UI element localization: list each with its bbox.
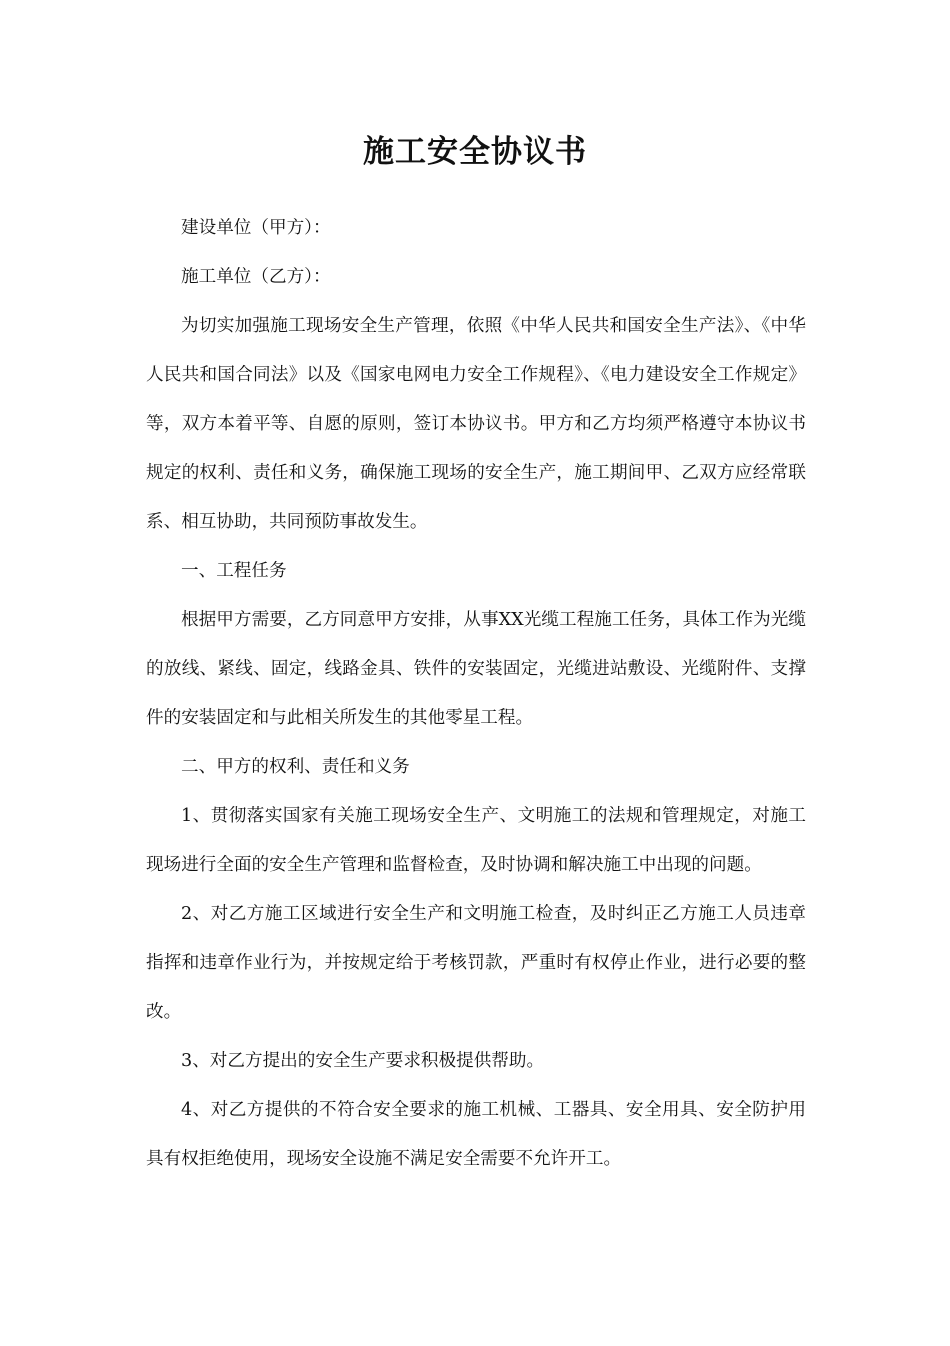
section-heading-1: 一、工程任务 bbox=[181, 561, 287, 581]
clause-4: 4、对乙方提供的不符合安全要求的施工机械、工器具、安全用具、安全防护用具有权拒绝使用，现场安全设施不满足安全需要不允许开工。 bbox=[146, 1100, 806, 1169]
clause-2: 2、对乙方施工区域进行安全生产和文明施工检查，及时纠正乙方施工人员违章指挥和违章作业行为，并按规定给于考核罚款，严重时有权停止作业，进行必要的整改。 bbox=[146, 904, 806, 1022]
section-heading-2: 二、甲方的权利、责任和义务 bbox=[181, 757, 410, 777]
section-1-paragraph: 根据甲方需要，乙方同意甲方安排，从事XX光缆工程施工任务，具体工作为光缆的放线、紧线、固定，线路金具、铁件的安装固定，光缆进站敷设、光缆附件、支撑件的安装固定和与此相关所发生的其他零星工程。 bbox=[146, 610, 806, 728]
document-body bbox=[146, 204, 806, 1184]
document-title: 施工安全协议书 bbox=[363, 134, 587, 170]
party-b-line: 施工单位（乙方）： bbox=[181, 267, 331, 287]
clause-3: 3、对乙方提出的安全生产要求积极提供帮助。 bbox=[181, 1051, 545, 1071]
intro-paragraph: 为切实加强施工现场安全生产管理，依照《中华人民共和国安全生产法》、《中华人民共和国合同法》以及《国家电网电力安全工作规程》、《电力建设安全工作规定》等，双方本着平等、自愿的原则，签订本协议书。甲方和乙方均须严格遵守本协议书规定的权利、责任和义务，确保施工现场的安全生产，施工期间甲、乙双方应经常联系、相互协助，共同预防事故发生。 bbox=[146, 316, 806, 532]
clause-1: 1、贯彻落实国家有关施工现场安全生产、文明施工的法规和管理规定，对施工现场进行全面的安全生产管理和监督检查，及时协调和解决施工中出现的问题。 bbox=[146, 806, 806, 875]
party-a-line: 建设单位（甲方）： bbox=[181, 218, 331, 238]
